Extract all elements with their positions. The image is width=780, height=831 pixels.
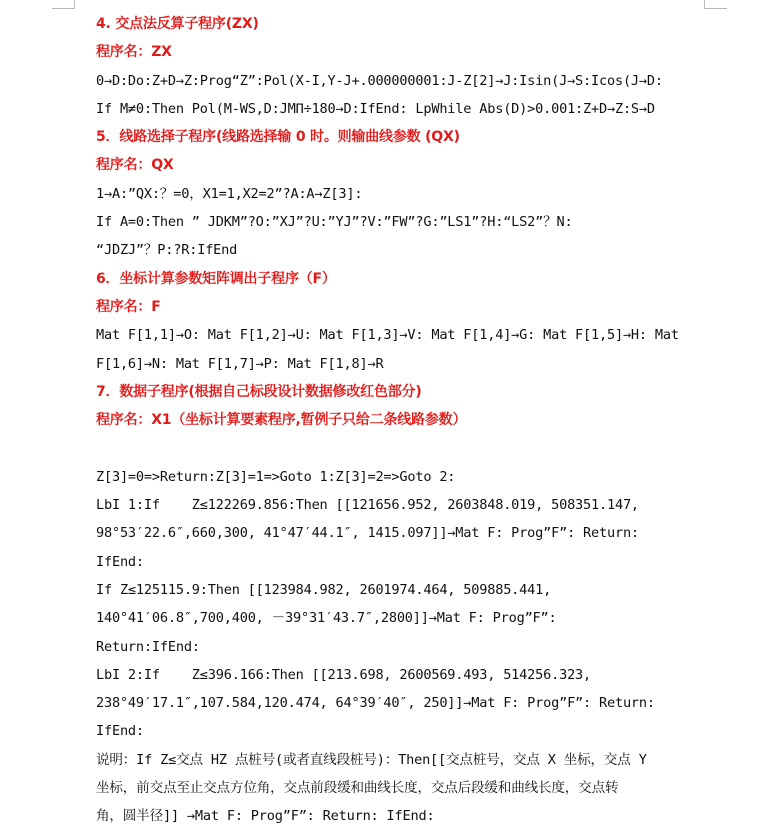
code-line: 说明：If Z≤交点 HZ 点桩号(或者直线段桩号)：Then[[交点桩号，交点 X 坐标，交点 Y bbox=[96, 751, 647, 768]
code-line: Z[3]=0=>Return:Z[3]=1=>Goto 1:Z[3]=2=>Goto 2: bbox=[96, 468, 456, 485]
code-line: If M≠0:Then Pol(M-WS,D:JMΠ÷180→D:IfEnd: LpWhile Abs(D)>0.001:Z+D→Z:S→D bbox=[96, 100, 655, 117]
code-line: 1→A:”QX:？=0，X1=1,X2=2”?A:A→Z[3]: bbox=[96, 185, 363, 202]
code-line: 140°41′06.8″,700,400, －39°31′43.7″,2800]]→Mat F: Prog”F”: bbox=[96, 610, 557, 627]
code-line: “JDZJ”？P:?R:IfEnd bbox=[96, 242, 238, 259]
page-corner-mark-left bbox=[52, 0, 75, 9]
code-line: 98°53′22.6″,660,300, 41°47′44.1″, 1415.097]]→Mat F: Prog”F”: Return: bbox=[96, 525, 639, 542]
code-line: Return:IfEnd: bbox=[96, 638, 200, 655]
code-line: If A=0:Then ” JDKM”?O:”XJ”?U:”YJ”?V:”FW”?G:”LS1”?H:“LS2”？N: bbox=[96, 214, 573, 231]
code-line: 238°49′17.1″,107.584,120.474, 64°39′40″, 250]]→Mat F: Prog”F”: Return: bbox=[96, 695, 655, 712]
section-heading: 7．数据子程序(根据自己标段设计数据修改红色部分) bbox=[96, 383, 422, 400]
code-line: 角，圆半径]] →Mat F: Prog”F”: Return: IfEnd: bbox=[96, 808, 435, 825]
code-line: IfEnd: bbox=[96, 553, 144, 570]
section-heading: 程序名：X1（坐标计算要素程序,暂例子只给二条线路参数） bbox=[96, 412, 467, 429]
section-heading: 程序名：F bbox=[96, 298, 161, 315]
section-heading: 5．线路选择子程序(线路选择输 0 时。则输曲线参数 (QX) bbox=[96, 129, 460, 146]
section-heading: 程序名：ZX bbox=[96, 44, 172, 61]
page-corner-mark-right bbox=[704, 0, 727, 9]
code-line: LbI 2:If Z≤396.166:Then [[213.698, 2600569.493, 514256.323, bbox=[96, 666, 592, 683]
document-page bbox=[96, 10, 736, 831]
code-line: LbI 1:If Z≤122269.856:Then [[121656.952, 2603848.019, 508351.147, bbox=[96, 497, 639, 514]
code-line: IfEnd: bbox=[96, 723, 144, 740]
blank-line bbox=[96, 434, 736, 462]
section-heading: 6．坐标计算参数矩阵调出子程序（F） bbox=[96, 270, 336, 287]
code-line: Mat F[1,1]→O: Mat F[1,2]→U: Mat F[1,3]→V: Mat F[1,4]→G: Mat F[1,5]→H: Mat bbox=[96, 327, 679, 344]
section-heading: 程序名：QX bbox=[96, 157, 174, 174]
code-line: 0→D:Do:Z+D→Z:Prog“Z”:Pol(X-I,Y-J+.000000001:J-Z[2]→J:Isin(J→S:Icos(J→D: bbox=[96, 72, 663, 89]
code-line: 坐标，前交点至止交点方位角，交点前段缓和曲线长度，交点后段缓和曲线长度，交点转 bbox=[96, 780, 619, 797]
code-line: F[1,6]→N: Mat F[1,7]→P: Mat F[1,8]→R bbox=[96, 355, 384, 372]
code-line: If Z≤125115.9:Then [[123984.982, 2601974.464, 509885.441, bbox=[96, 581, 552, 598]
section-heading: 4. 交点法反算子程序(ZX) bbox=[96, 16, 259, 32]
